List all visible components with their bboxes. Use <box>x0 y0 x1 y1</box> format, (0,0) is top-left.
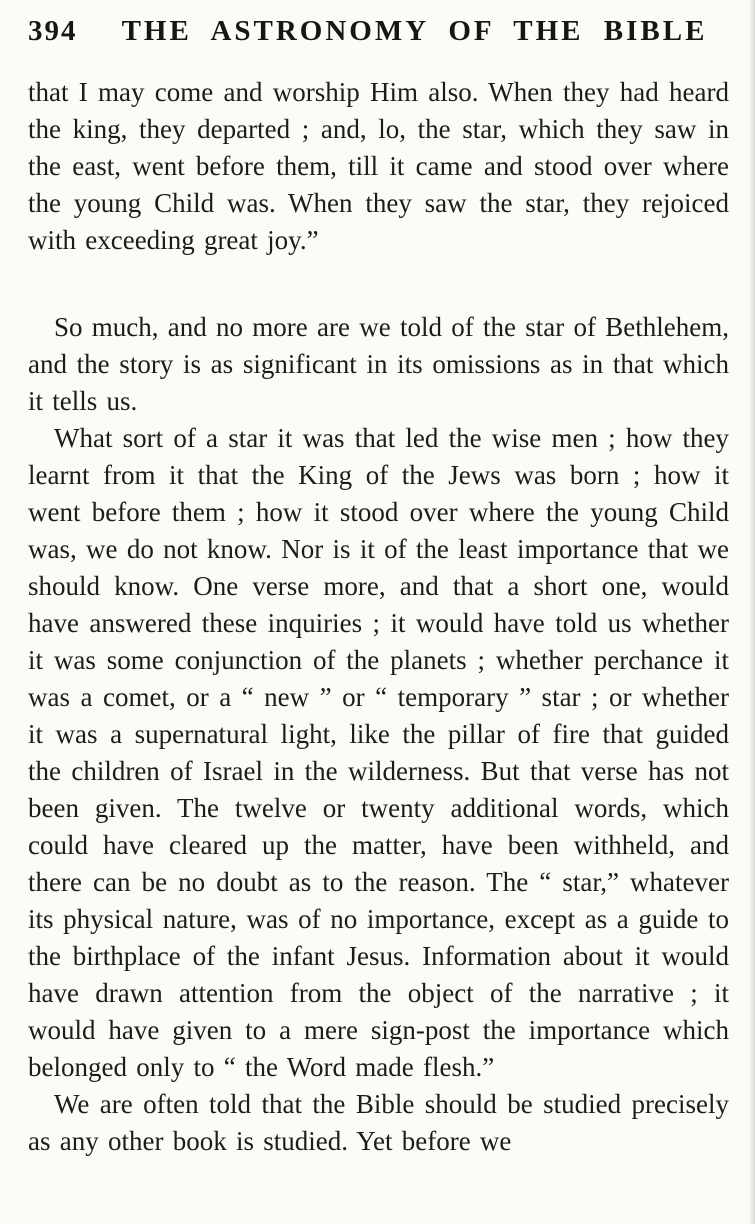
paragraph-we-are-often: We are often told that the Bible should be studied precisely as any other book is studied. Yet before we <box>28 1088 729 1156</box>
page-header <box>28 16 729 48</box>
page-number: 394 <box>28 15 78 47</box>
paragraph-what-sort: What sort of a star it was that led the wise men ; how they learnt from it that the King of the Jews was born ; how it went before them ; how it stood over where the young Child was, we do not know. Nor is it of the least importance that we should know. One verse more, and that a short one, would have answered these inquiries ; it would have told us whether it was some conjunction of the planets ; whether perchance it was a comet, or a “ new ” or “ temporary ” star ; or whether it was a supernatural light, like the pillar of fire that guided the children of Israel in the wilderness. But that verse has not been given. The twelve or twenty additional words, which could have cleared up the matter, have been withheld, and there can be no doubt as to the reason. The “ star,” whatever its physical nature, was of no importance, except as a guide to the birthplace of the infant Jesus. Information about it would have drawn attention from the object of the narrative ; it would have given to a mere sign-post the importance which belonged only to “ the Word made flesh.” <box>28 422 729 1082</box>
paragraph-so-much: So much, and no more are we told of the star of Bethlehem, and the story is as significant in its omissions as in that which it tells us. <box>28 311 729 416</box>
page-body <box>28 74 729 1160</box>
running-title: THE ASTRONOMY OF THE BIBLE <box>121 15 708 47</box>
paragraph-scripture-quote: that I may come and worship Him also. When they had heard the king, they departed ; and, lo, the star, which they saw in the east, went before them, till it came and stood over where the young Child was. When they saw the star, they rejoiced with exceeding great joy.” <box>28 76 729 255</box>
